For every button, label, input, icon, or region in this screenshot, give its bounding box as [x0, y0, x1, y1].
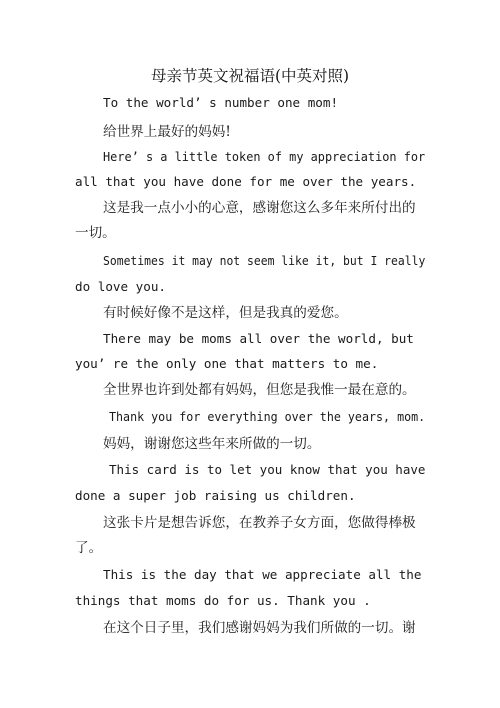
- text-line: There may be moms all over the world, but: [103, 331, 414, 346]
- text-line: Here’ s a little token of my appreciation for: [103, 149, 426, 164]
- text-line: 给世界上最好的妈妈!: [103, 124, 231, 140]
- text-line: 全世界也许到处都有妈妈，但您是我惟一最在意的。: [103, 382, 416, 398]
- text-line: 妈妈，谢谢您这些年来所做的一切。: [103, 436, 321, 452]
- text-line: Thank you for everything over the years, mom.: [109, 409, 426, 424]
- text-line: 这张卡片是想告诉您，在教养子女方面，您做得棒极: [103, 515, 416, 531]
- text-line: things that moms do for us. Thank you .: [75, 593, 371, 608]
- text-line: 了。: [75, 540, 103, 556]
- text-line: 有时候好像不是这样，但是我真的爱您。: [103, 305, 348, 321]
- text-line: 这是我一点小小的心意，感谢您这么多年来所付出的: [103, 200, 416, 216]
- text-line: To the world’ s number one mom!: [103, 95, 339, 110]
- document-title: 母亲节英文祝福语(中英对照): [150, 67, 350, 85]
- text-line: all that you have done for me over the years.: [75, 174, 417, 189]
- text-line: do love you.: [75, 279, 166, 294]
- text-line: This is the day that we appreciate all the: [103, 567, 422, 582]
- text-line: done a super job raising us children.: [75, 488, 356, 503]
- text-line: you’ re the only one that matters to me.: [75, 356, 379, 371]
- text-line: 在这个日子里，我们感谢妈妈为我们所做的一切。谢: [103, 620, 416, 636]
- text-line: Sometimes it may not seem like it, but I really: [103, 253, 426, 268]
- text-line: This card is to let you know that you have: [109, 462, 426, 477]
- text-line: 一切。: [75, 225, 116, 241]
